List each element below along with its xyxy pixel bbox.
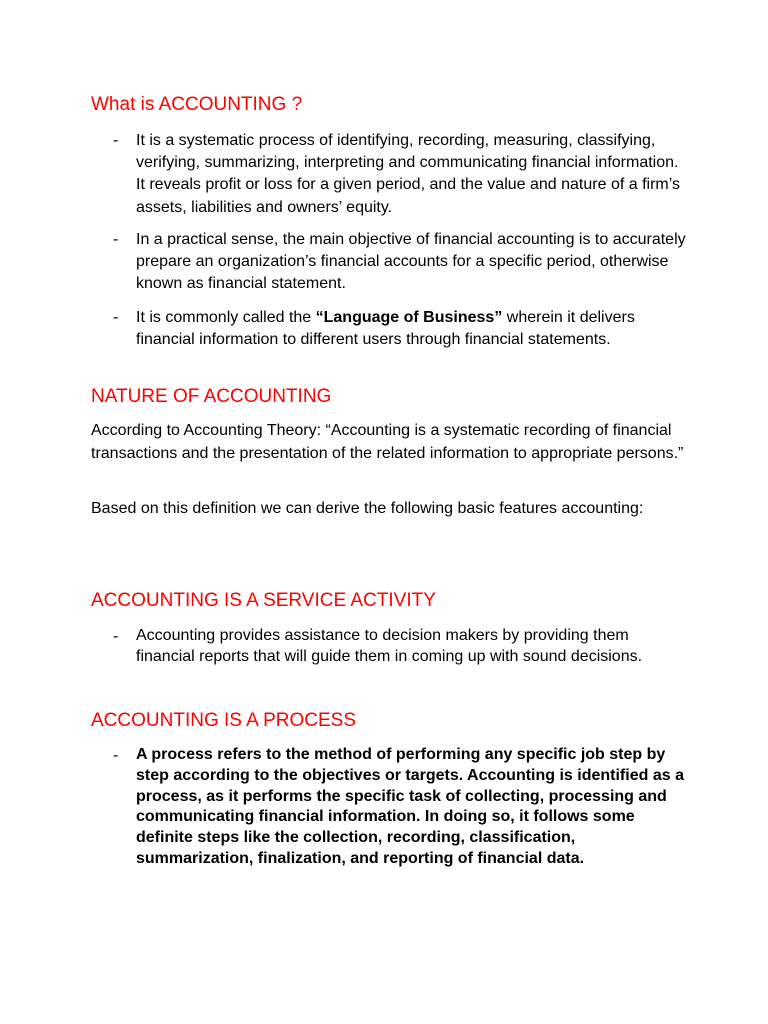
list-item [113, 130, 688, 219]
definition-paragraph: According to Accounting Theory: “Accounting is a systematic recording of financial transactions and the presentation of the related information to appropriate persons.” [91, 422, 684, 462]
heading-service-activity: ACCOUNTING IS A SERVICE ACTIVITY [91, 590, 436, 611]
bullet-dash: - [113, 628, 119, 645]
list-item [113, 626, 688, 667]
heading-accounting-process: ACCOUNTING IS A PROCESS [91, 710, 356, 731]
list-item [113, 307, 688, 351]
bullet-text-end: wherein it delivers financial information to different users through financial statements. [136, 309, 635, 349]
bullet-text [136, 307, 688, 351]
list-item [113, 745, 688, 870]
bullet-dash: - [113, 747, 119, 764]
bullet-text-start: It is commonly called the [136, 309, 316, 326]
bullet-text: In a practical sense, the main objective of financial accounting is to accurately prepare an organization’s financial accounts for a specific period, otherwise known as financial statement. [136, 231, 686, 293]
features-intro-paragraph: Based on this definition we can derive the following basic features accounting: [91, 500, 644, 517]
bullet-dash: - [113, 132, 119, 149]
bullet-dash: - [113, 309, 119, 326]
list-item [113, 229, 688, 296]
heading-what-is-accounting: What is ACCOUNTING ? [91, 94, 303, 115]
bullet-text: It is a systematic process of identifying, recording, measuring, classifying, verifying, summarizing, interpreting and communicating financial information. It reveals profit or loss for a given period, and the value and nature of a firm’s assets, liabilities and owners’ equity. [136, 132, 680, 216]
emphasis-language-of-business: “Language of Business” [315, 309, 503, 326]
bullet-dash: - [113, 231, 119, 248]
bullet-text: Accounting provides assistance to decision makers by providing them financial reports that will guide them in coming up with sound decisions. [136, 627, 643, 665]
heading-nature-of-accounting: NATURE OF ACCOUNTING [91, 386, 332, 407]
bullet-text: A process refers to the method of performing any specific job step by step according to the objectives or targets. Accounting is identified as a process, as it performs the specific task of collecting, processing and communicating financial information. In doing so, it follows some definite steps like the collection, recording, classification, summarization, finalization, and reporting of financial data. [136, 746, 684, 867]
